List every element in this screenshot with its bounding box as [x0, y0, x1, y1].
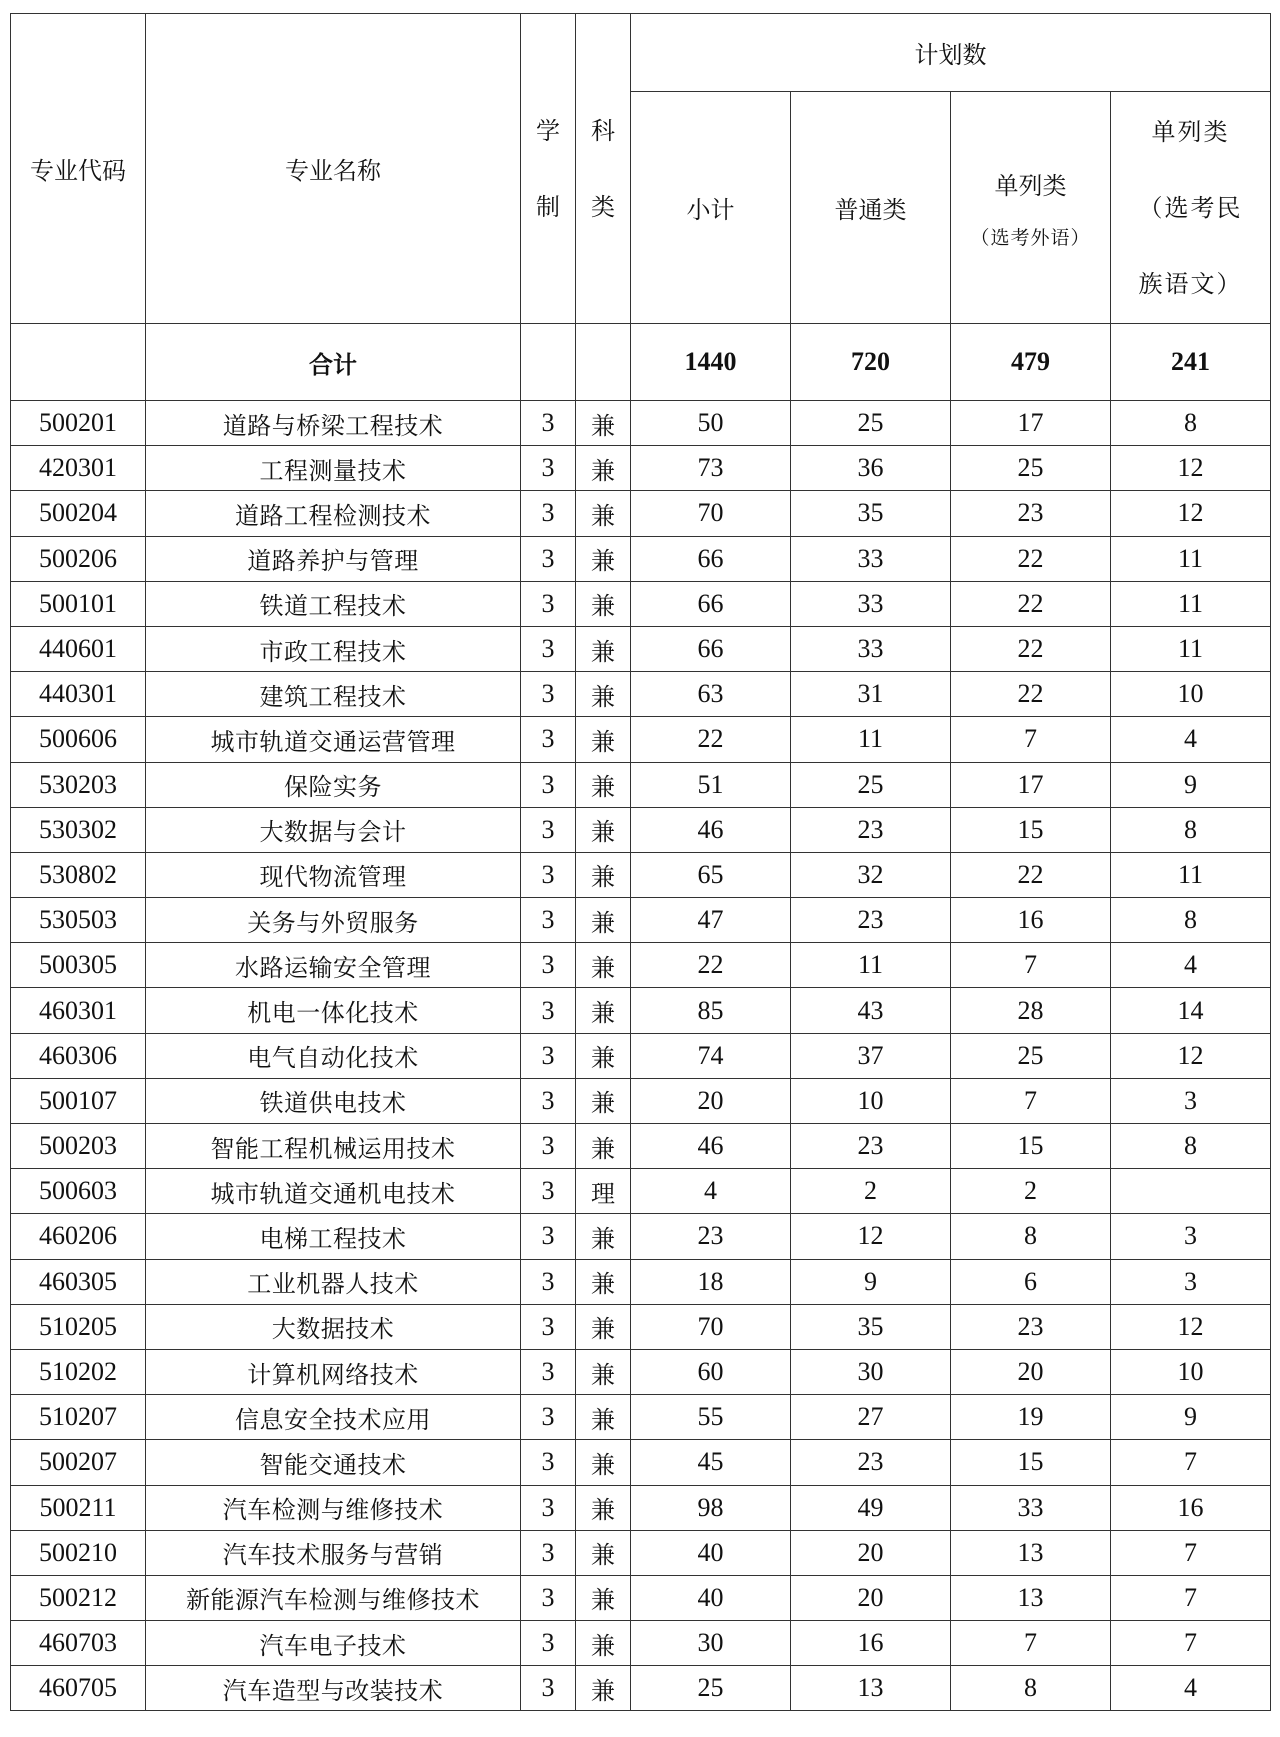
- major-code: 500211: [11, 1485, 146, 1530]
- subtotal: 46: [631, 807, 791, 852]
- subject-category: 兼: [576, 491, 631, 536]
- general-count: 2: [791, 1169, 951, 1214]
- table-row: [11, 1349, 1271, 1394]
- table-row: [11, 626, 1271, 671]
- subtotal: 66: [631, 626, 791, 671]
- major-code: 500207: [11, 1440, 146, 1485]
- general-count: 37: [791, 1033, 951, 1078]
- subtotal: 40: [631, 1530, 791, 1575]
- single-foreign-count: 7: [951, 943, 1111, 988]
- single-foreign-count: 17: [951, 401, 1111, 446]
- major-name: 汽车造型与改装技术: [146, 1666, 521, 1711]
- total-general: 720: [791, 324, 951, 401]
- general-count: 25: [791, 762, 951, 807]
- single-ethnic-count: 4: [1111, 943, 1271, 988]
- subtotal: 50: [631, 401, 791, 446]
- subject-category: 兼: [576, 1485, 631, 1530]
- single-ethnic-count: 11: [1111, 626, 1271, 671]
- general-count: 16: [791, 1621, 951, 1666]
- subject-category: 理: [576, 1169, 631, 1214]
- duration: 3: [521, 401, 576, 446]
- single-ethnic-count: 3: [1111, 1259, 1271, 1304]
- major-name: 工业机器人技术: [146, 1259, 521, 1304]
- single-foreign-count: 15: [951, 1440, 1111, 1485]
- single-ethnic-count: 10: [1111, 672, 1271, 717]
- subtotal: 45: [631, 1440, 791, 1485]
- major-code: 440601: [11, 626, 146, 671]
- major-name: 信息安全技术应用: [146, 1395, 521, 1440]
- duration: 3: [521, 491, 576, 536]
- header-duration: 学 制: [521, 14, 576, 324]
- major-code: 500206: [11, 536, 146, 581]
- general-count: 12: [791, 1214, 951, 1259]
- table-row: [11, 1575, 1271, 1620]
- subtotal: 51: [631, 762, 791, 807]
- major-code: 510207: [11, 1395, 146, 1440]
- duration: 3: [521, 1666, 576, 1711]
- subject-category: 兼: [576, 446, 631, 491]
- duration: 3: [521, 762, 576, 807]
- major-name: 工程测量技术: [146, 446, 521, 491]
- duration: 3: [521, 1530, 576, 1575]
- header-single-ethnic-language: 单列类 （选考民 族语文）: [1111, 92, 1271, 324]
- major-name: 道路与桥梁工程技术: [146, 401, 521, 446]
- subject-category: 兼: [576, 1349, 631, 1394]
- duration: 3: [521, 1214, 576, 1259]
- subject-category: 兼: [576, 898, 631, 943]
- general-count: 33: [791, 581, 951, 626]
- single-foreign-count: 7: [951, 1078, 1111, 1123]
- table-row: [11, 717, 1271, 762]
- subject-category: 兼: [576, 1575, 631, 1620]
- duration: 3: [521, 943, 576, 988]
- single-foreign-count: 15: [951, 807, 1111, 852]
- single-foreign-count: 22: [951, 536, 1111, 581]
- single-ethnic-count: 7: [1111, 1440, 1271, 1485]
- general-count: 13: [791, 1666, 951, 1711]
- single-foreign-count: 19: [951, 1395, 1111, 1440]
- single-ethnic-count: 8: [1111, 807, 1271, 852]
- duration: 3: [521, 626, 576, 671]
- header-plan-count: 计划数: [631, 14, 1271, 92]
- table-row: [11, 401, 1271, 446]
- major-code: 500606: [11, 717, 146, 762]
- major-name: 汽车电子技术: [146, 1621, 521, 1666]
- duration: 3: [521, 1621, 576, 1666]
- major-name: 汽车技术服务与营销: [146, 1530, 521, 1575]
- table-row: [11, 1033, 1271, 1078]
- single-foreign-count: 7: [951, 1621, 1111, 1666]
- subtotal: 4: [631, 1169, 791, 1214]
- major-name: 大数据技术: [146, 1304, 521, 1349]
- header-major-name: 专业名称: [146, 14, 521, 324]
- major-name: 关务与外贸服务: [146, 898, 521, 943]
- major-name: 保险实务: [146, 762, 521, 807]
- subject-category: 兼: [576, 717, 631, 762]
- total-row: [11, 324, 1271, 401]
- major-code: 460301: [11, 988, 146, 1033]
- single-ethnic-count: 7: [1111, 1575, 1271, 1620]
- total-subtotal: 1440: [631, 324, 791, 401]
- duration: 3: [521, 446, 576, 491]
- single-foreign-count: 22: [951, 672, 1111, 717]
- duration: 3: [521, 1485, 576, 1530]
- single-ethnic-count: 11: [1111, 536, 1271, 581]
- general-count: 35: [791, 491, 951, 536]
- general-count: 49: [791, 1485, 951, 1530]
- single-foreign-count: 7: [951, 717, 1111, 762]
- major-name: 智能交通技术: [146, 1440, 521, 1485]
- duration: 3: [521, 807, 576, 852]
- major-code: 500201: [11, 401, 146, 446]
- single-foreign-count: 16: [951, 898, 1111, 943]
- table-row: [11, 446, 1271, 491]
- single-ethnic-count: 3: [1111, 1078, 1271, 1123]
- subject-category: 兼: [576, 988, 631, 1033]
- single-foreign-count: 6: [951, 1259, 1111, 1304]
- general-count: 23: [791, 1124, 951, 1169]
- subject-category: 兼: [576, 1395, 631, 1440]
- major-code: 500203: [11, 1124, 146, 1169]
- table-row: [11, 536, 1271, 581]
- duration: 3: [521, 1304, 576, 1349]
- single-ethnic-count: 10: [1111, 1349, 1271, 1394]
- single-ethnic-count: 12: [1111, 1033, 1271, 1078]
- single-ethnic-count: 4: [1111, 1666, 1271, 1711]
- subtotal: 55: [631, 1395, 791, 1440]
- total-single-foreign: 479: [951, 324, 1111, 401]
- table-row: [11, 1440, 1271, 1485]
- subtotal: 60: [631, 1349, 791, 1394]
- subject-category: 兼: [576, 1124, 631, 1169]
- single-foreign-count: 2: [951, 1169, 1111, 1214]
- subject-category: 兼: [576, 943, 631, 988]
- header-single-foreign-language: 单列类 （选考外语）: [951, 92, 1111, 324]
- table-row: [11, 988, 1271, 1033]
- subtotal: 20: [631, 1078, 791, 1123]
- major-code: 530302: [11, 807, 146, 852]
- single-foreign-count: 15: [951, 1124, 1111, 1169]
- single-foreign-count: 20: [951, 1349, 1111, 1394]
- table-row: [11, 1214, 1271, 1259]
- duration: 3: [521, 581, 576, 626]
- subtotal: 70: [631, 1304, 791, 1349]
- single-ethnic-count: 7: [1111, 1530, 1271, 1575]
- major-code: 510202: [11, 1349, 146, 1394]
- single-foreign-count: 13: [951, 1530, 1111, 1575]
- major-code: 530203: [11, 762, 146, 807]
- single-foreign-count: 23: [951, 491, 1111, 536]
- duration: 3: [521, 672, 576, 717]
- subtotal: 30: [631, 1621, 791, 1666]
- major-name: 电梯工程技术: [146, 1214, 521, 1259]
- major-name: 道路工程检测技术: [146, 491, 521, 536]
- major-code: 500212: [11, 1575, 146, 1620]
- subtotal: 74: [631, 1033, 791, 1078]
- subtotal: 65: [631, 852, 791, 897]
- subtotal: 63: [631, 672, 791, 717]
- enrollment-plan-table-container: [10, 13, 1271, 1711]
- major-name: 城市轨道交通机电技术: [146, 1169, 521, 1214]
- major-code: 420301: [11, 446, 146, 491]
- general-count: 25: [791, 401, 951, 446]
- subtotal: 18: [631, 1259, 791, 1304]
- general-count: 10: [791, 1078, 951, 1123]
- duration: 3: [521, 1033, 576, 1078]
- single-foreign-count: 28: [951, 988, 1111, 1033]
- single-foreign-count: 23: [951, 1304, 1111, 1349]
- major-code: 510205: [11, 1304, 146, 1349]
- major-code: 460206: [11, 1214, 146, 1259]
- duration: 3: [521, 1169, 576, 1214]
- major-name: 大数据与会计: [146, 807, 521, 852]
- total-subject-cell: [576, 324, 631, 401]
- general-count: 36: [791, 446, 951, 491]
- major-name: 汽车检测与维修技术: [146, 1485, 521, 1530]
- subject-category: 兼: [576, 1304, 631, 1349]
- subject-category: 兼: [576, 1033, 631, 1078]
- table-row: [11, 1078, 1271, 1123]
- header-general: 普通类: [791, 92, 951, 324]
- subject-category: 兼: [576, 852, 631, 897]
- table-row: [11, 1666, 1271, 1711]
- duration: 3: [521, 1124, 576, 1169]
- subject-category: 兼: [576, 1621, 631, 1666]
- subtotal: 66: [631, 536, 791, 581]
- subject-category: 兼: [576, 807, 631, 852]
- subtotal: 23: [631, 1214, 791, 1259]
- major-code: 530503: [11, 898, 146, 943]
- table-row: [11, 1621, 1271, 1666]
- single-foreign-count: 22: [951, 852, 1111, 897]
- major-name: 铁道供电技术: [146, 1078, 521, 1123]
- single-foreign-count: 22: [951, 581, 1111, 626]
- single-foreign-count: 22: [951, 626, 1111, 671]
- table-row: [11, 1169, 1271, 1214]
- major-code: 460305: [11, 1259, 146, 1304]
- table-row: [11, 1124, 1271, 1169]
- subtotal: 47: [631, 898, 791, 943]
- subtotal: 22: [631, 717, 791, 762]
- major-name: 建筑工程技术: [146, 672, 521, 717]
- subject-category: 兼: [576, 1259, 631, 1304]
- table-row: [11, 491, 1271, 536]
- table-row: [11, 898, 1271, 943]
- general-count: 23: [791, 807, 951, 852]
- major-code: 500101: [11, 581, 146, 626]
- duration: 3: [521, 717, 576, 762]
- duration: 3: [521, 1395, 576, 1440]
- subtotal: 25: [631, 1666, 791, 1711]
- general-count: 33: [791, 626, 951, 671]
- subject-category: 兼: [576, 1666, 631, 1711]
- general-count: 20: [791, 1530, 951, 1575]
- subtotal: 70: [631, 491, 791, 536]
- major-name: 铁道工程技术: [146, 581, 521, 626]
- subject-category: 兼: [576, 626, 631, 671]
- subtotal: 85: [631, 988, 791, 1033]
- table-row: [11, 1259, 1271, 1304]
- subject-category: 兼: [576, 1214, 631, 1259]
- table-row: [11, 672, 1271, 717]
- general-count: 9: [791, 1259, 951, 1304]
- subtotal: 22: [631, 943, 791, 988]
- general-count: 11: [791, 717, 951, 762]
- general-count: 30: [791, 1349, 951, 1394]
- subject-category: 兼: [576, 672, 631, 717]
- major-name: 市政工程技术: [146, 626, 521, 671]
- general-count: 20: [791, 1575, 951, 1620]
- table-row: [11, 943, 1271, 988]
- major-code: 500204: [11, 491, 146, 536]
- table-row: [11, 807, 1271, 852]
- single-foreign-count: 33: [951, 1485, 1111, 1530]
- single-foreign-count: 13: [951, 1575, 1111, 1620]
- major-code: 500210: [11, 1530, 146, 1575]
- table-row: [11, 1530, 1271, 1575]
- subject-category: 兼: [576, 536, 631, 581]
- single-ethnic-count: 11: [1111, 852, 1271, 897]
- major-name: 现代物流管理: [146, 852, 521, 897]
- general-count: 11: [791, 943, 951, 988]
- single-ethnic-count: [1111, 1169, 1271, 1214]
- subtotal: 66: [631, 581, 791, 626]
- general-count: 23: [791, 898, 951, 943]
- header-subject-category: 科 类: [576, 14, 631, 324]
- single-ethnic-count: 11: [1111, 581, 1271, 626]
- single-foreign-count: 25: [951, 1033, 1111, 1078]
- major-code: 440301: [11, 672, 146, 717]
- major-name: 新能源汽车检测与维修技术: [146, 1575, 521, 1620]
- subject-category: 兼: [576, 1530, 631, 1575]
- duration: 3: [521, 1440, 576, 1485]
- subject-category: 兼: [576, 762, 631, 807]
- duration: 3: [521, 898, 576, 943]
- single-ethnic-count: 12: [1111, 491, 1271, 536]
- major-code: 460306: [11, 1033, 146, 1078]
- major-code: 500603: [11, 1169, 146, 1214]
- subtotal: 98: [631, 1485, 791, 1530]
- single-ethnic-count: 12: [1111, 1304, 1271, 1349]
- single-ethnic-count: 8: [1111, 898, 1271, 943]
- duration: 3: [521, 536, 576, 581]
- general-count: 35: [791, 1304, 951, 1349]
- single-ethnic-count: 7: [1111, 1621, 1271, 1666]
- single-ethnic-count: 8: [1111, 401, 1271, 446]
- single-foreign-count: 8: [951, 1214, 1111, 1259]
- subtotal: 73: [631, 446, 791, 491]
- general-count: 31: [791, 672, 951, 717]
- major-name: 电气自动化技术: [146, 1033, 521, 1078]
- header-subtotal: 小计: [631, 92, 791, 324]
- single-ethnic-count: 14: [1111, 988, 1271, 1033]
- table-row: [11, 1304, 1271, 1349]
- table-row: [11, 762, 1271, 807]
- subtotal: 40: [631, 1575, 791, 1620]
- subject-category: 兼: [576, 1440, 631, 1485]
- general-count: 33: [791, 536, 951, 581]
- subject-category: 兼: [576, 581, 631, 626]
- duration: 3: [521, 1259, 576, 1304]
- duration: 3: [521, 988, 576, 1033]
- single-foreign-count: 17: [951, 762, 1111, 807]
- subtotal: 46: [631, 1124, 791, 1169]
- major-name: 城市轨道交通运营管理: [146, 717, 521, 762]
- major-code: 460705: [11, 1666, 146, 1711]
- major-name: 计算机网络技术: [146, 1349, 521, 1394]
- single-ethnic-count: 16: [1111, 1485, 1271, 1530]
- single-ethnic-count: 8: [1111, 1124, 1271, 1169]
- general-count: 27: [791, 1395, 951, 1440]
- single-ethnic-count: 4: [1111, 717, 1271, 762]
- total-code-cell: [11, 324, 146, 401]
- major-name: 道路养护与管理: [146, 536, 521, 581]
- subject-category: 兼: [576, 401, 631, 446]
- duration: 3: [521, 852, 576, 897]
- table-row: [11, 581, 1271, 626]
- single-ethnic-count: 12: [1111, 446, 1271, 491]
- major-code: 530802: [11, 852, 146, 897]
- table-body: [11, 324, 1271, 1711]
- single-ethnic-count: 3: [1111, 1214, 1271, 1259]
- table-row: [11, 1395, 1271, 1440]
- enrollment-plan-table: [10, 13, 1271, 1711]
- total-label: 合计: [146, 324, 521, 401]
- major-name: 水路运输安全管理: [146, 943, 521, 988]
- single-ethnic-count: 9: [1111, 1395, 1271, 1440]
- major-code: 460703: [11, 1621, 146, 1666]
- table-row: [11, 1485, 1271, 1530]
- major-code: 500107: [11, 1078, 146, 1123]
- general-count: 32: [791, 852, 951, 897]
- total-duration-cell: [521, 324, 576, 401]
- single-foreign-count: 8: [951, 1666, 1111, 1711]
- table-header: [11, 14, 1271, 324]
- general-count: 43: [791, 988, 951, 1033]
- major-name: 机电一体化技术: [146, 988, 521, 1033]
- general-count: 23: [791, 1440, 951, 1485]
- table-row: [11, 852, 1271, 897]
- duration: 3: [521, 1349, 576, 1394]
- major-code: 500305: [11, 943, 146, 988]
- single-ethnic-count: 9: [1111, 762, 1271, 807]
- major-name: 智能工程机械运用技术: [146, 1124, 521, 1169]
- header-major-code: 专业代码: [11, 14, 146, 324]
- single-foreign-count: 25: [951, 446, 1111, 491]
- duration: 3: [521, 1575, 576, 1620]
- subject-category: 兼: [576, 1078, 631, 1123]
- total-single-ethnic: 241: [1111, 324, 1271, 401]
- duration: 3: [521, 1078, 576, 1123]
